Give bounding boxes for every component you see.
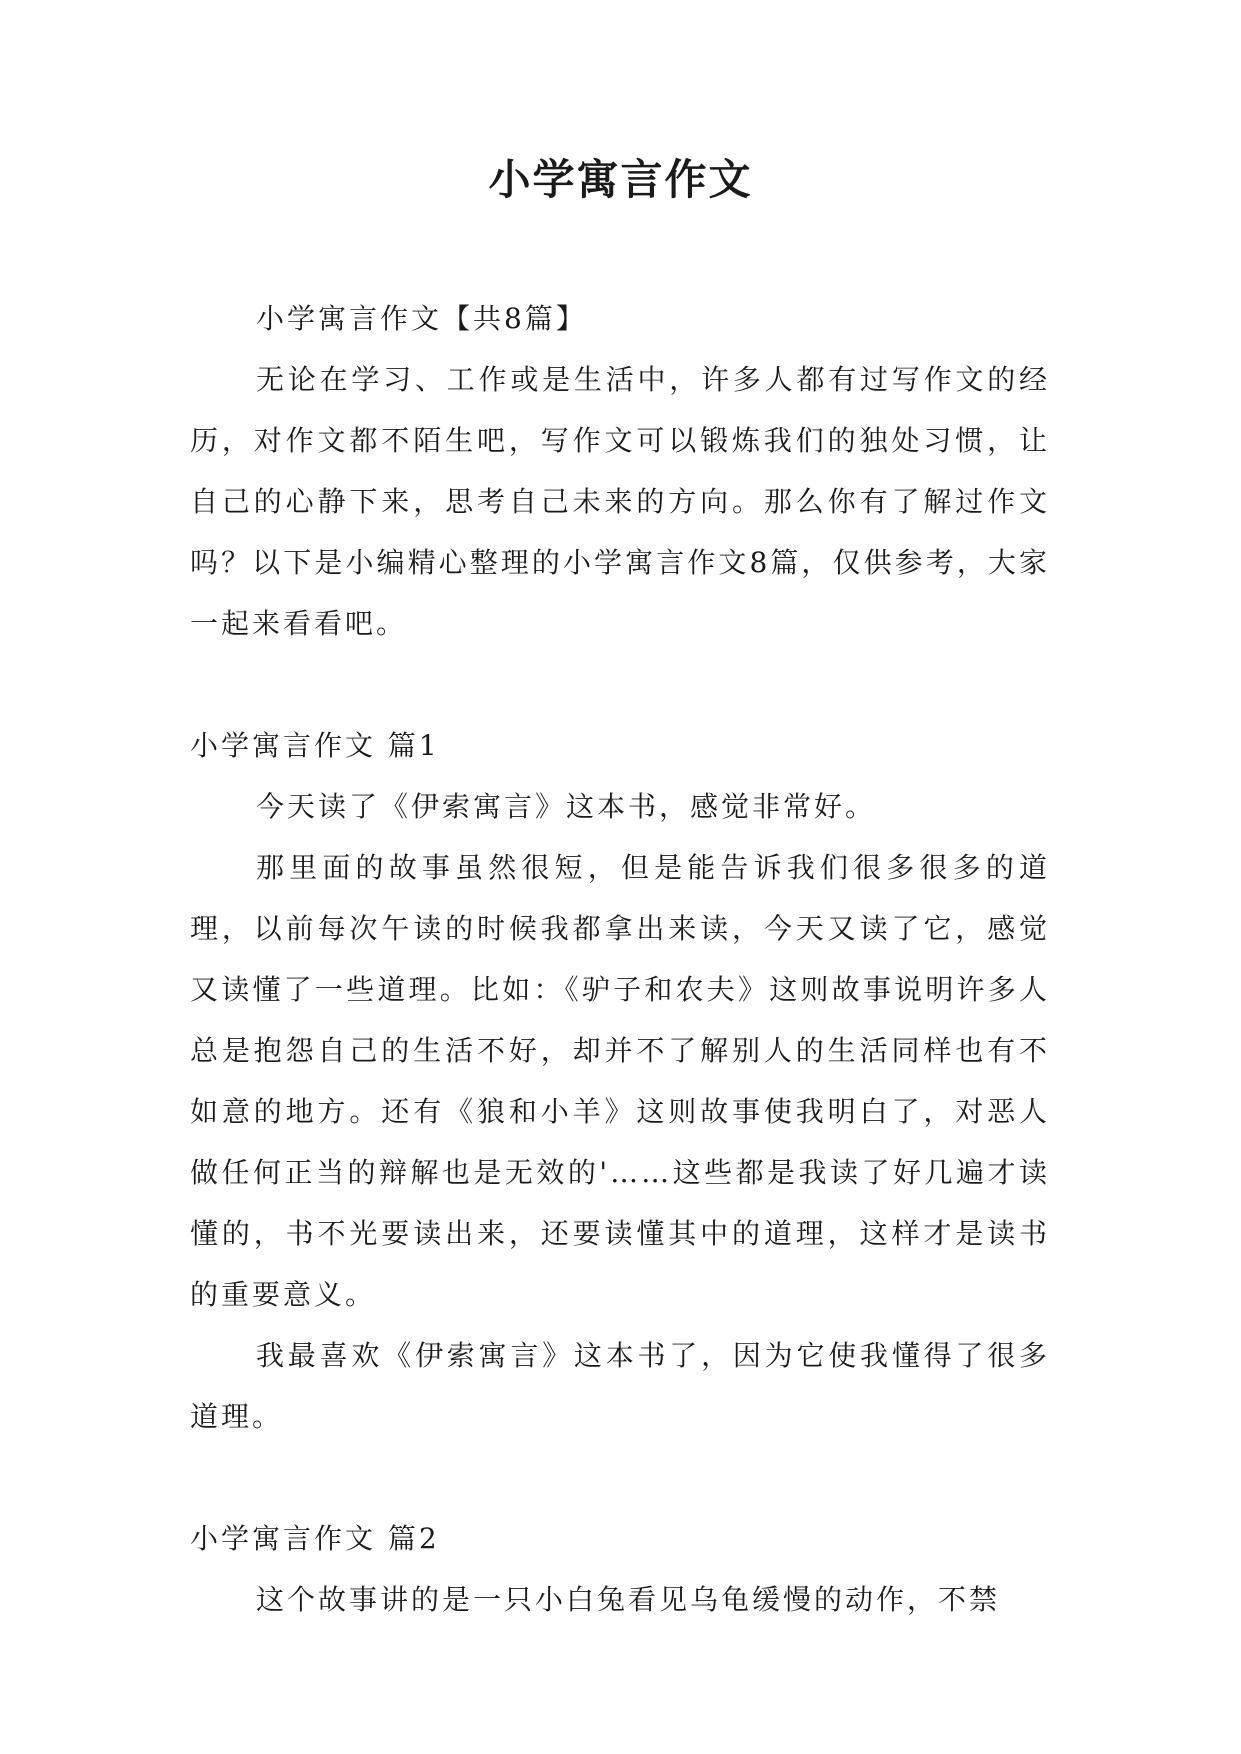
section-1-paragraph-1: 今天读了《伊索寓言》这本书，感觉非常好。: [256, 790, 877, 823]
intro-paragraph: 无论在学习、工作或是生活中，许多人都有过写作文的经历，对作文都不陌生吧，写作文可以锻炼我们的独处习惯，让自己的心静下来，思考自己未来的方向。那么你有了解过作文吗？以下是小编精心整理的小学寓言作文8篇，仅供参考，大家一起来看看吧。: [190, 363, 1050, 640]
document-title: 小学寓言作文: [488, 155, 753, 204]
section-1-paragraph-3: 我最喜欢《伊索寓言》这本书了，因为它使我懂得了很多道理。: [190, 1339, 1050, 1433]
section-spacer: [190, 654, 1050, 715]
section-heading-1: 小学寓言作文 篇1: [190, 729, 440, 762]
document-body: [190, 288, 1050, 1630]
section-spacer: [190, 1447, 1050, 1508]
section-heading-2: 小学寓言作文 篇2: [190, 1522, 440, 1555]
section-2-paragraph-1: 这个故事讲的是一只小白兔看见乌龟缓慢的动作，不禁: [256, 1583, 1001, 1616]
section-1-paragraph-2: 那里面的故事虽然很短，但是能告诉我们很多很多的道理，以前每次午读的时候我都拿出来读，今天又读了它，感觉又读懂了一些道理。比如：《驴子和农夫》这则故事说明许多人总是抱怨自己的生活不好，却并不了解别人的生活同样也有不如意的地方。还有《狼和小羊》这则故事使我明白了，对恶人做任何正当的辩解也是无效的'……这些都是我读了好几遍才读懂的，书不光要读出来，还要读懂其中的道理，这样才是读书的重要意义。: [190, 851, 1050, 1311]
document-subtitle: 小学寓言作文【共8篇】: [256, 302, 587, 335]
